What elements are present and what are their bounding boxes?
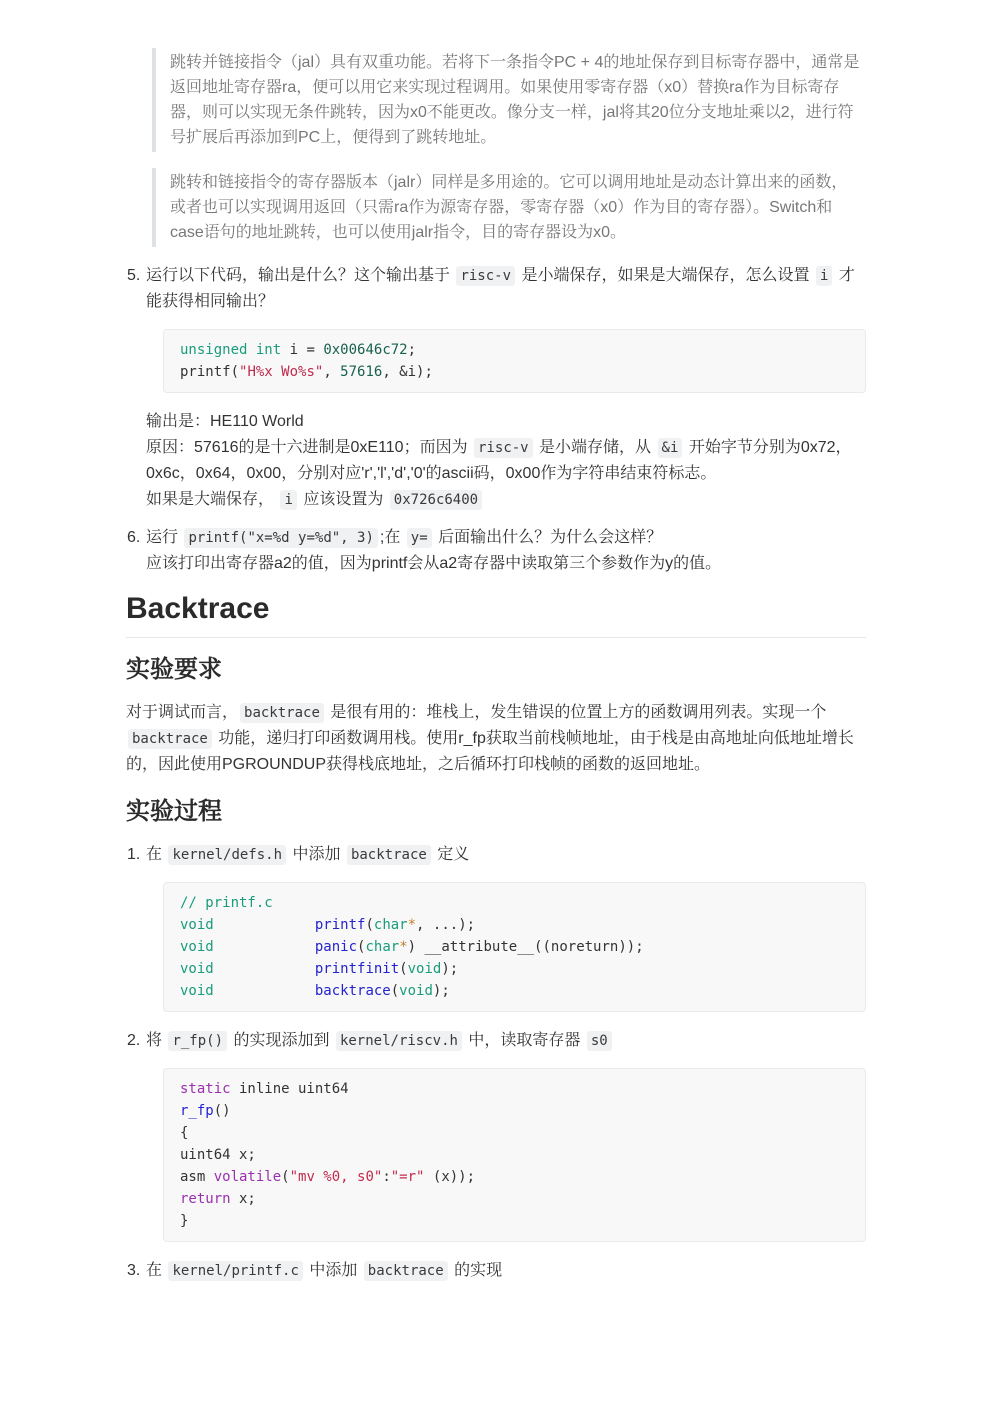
question-6-answer: 应该打印出寄存器a2的值，因为printf会从a2寄存器中读取第三个参数作为y的值。	[146, 555, 722, 572]
inline-code: kernel/printf.c	[168, 1261, 302, 1281]
answer-line: 0x6c，0x64，0x00，分别对应'r','l','d','0'的ascii码，0x00作为字符串结束符标志。	[146, 465, 717, 482]
code-line	[180, 1210, 849, 1232]
inline-code: backtrace	[240, 703, 324, 723]
code-line	[180, 1166, 849, 1188]
code-line	[180, 1144, 849, 1166]
inline-code: risc-v	[474, 438, 533, 458]
code-token: r_fp	[180, 1103, 214, 1119]
code-block-r-fp-function	[163, 1068, 866, 1242]
code-token: void	[399, 983, 433, 999]
blockquote-jalr-text: 跳转和链接指令的寄存器版本（jalr）同样是多用途的。它可以调用地址是动态计算出来的函数，或者也可以实现调用返回（只需ra作为源寄存器，零寄存器（x0）作为目的寄存器）。Switch和case语句的地址跳转，也可以使用jalr指令，目的寄存器设为x0。	[170, 174, 848, 241]
code-token: );	[432, 983, 450, 999]
document-content	[126, 48, 866, 1284]
code-token: {	[180, 1125, 189, 1141]
code-token: void	[180, 961, 214, 977]
code-token: x;	[230, 1191, 256, 1207]
inline-code: r_fp()	[168, 1031, 227, 1051]
code-token: (	[390, 983, 400, 999]
code-token: }	[180, 1213, 189, 1229]
inline-code: backtrace	[364, 1261, 448, 1281]
step-item-3	[126, 1258, 866, 1284]
step-item-2	[126, 1028, 866, 1242]
question-5-answer	[146, 409, 866, 513]
code-token	[214, 961, 315, 977]
code-line	[180, 361, 849, 383]
inline-code: kernel/defs.h	[168, 845, 286, 865]
code-token: "=r"	[390, 1169, 425, 1185]
code-line	[180, 892, 849, 914]
question-6-text: 运行 printf("x=%d y=%d", 3) ;在 y= 后面输出什么？为什么会这样？	[146, 529, 663, 546]
list-number-5: 5.	[127, 267, 141, 284]
list-number-6: 6.	[127, 529, 141, 546]
code-token: (	[365, 917, 374, 933]
inline-code: printf("x=%d y=%d", 3)	[184, 528, 377, 548]
code-token: return	[180, 1191, 231, 1207]
code-line	[180, 1078, 849, 1100]
step-number-1: 1.	[127, 846, 141, 863]
code-token: uint64 x;	[180, 1147, 256, 1163]
code-token: (	[399, 961, 408, 977]
code-token: "mv %0, s0"	[289, 1169, 383, 1185]
question-list	[126, 263, 866, 577]
code-token: static	[180, 1081, 231, 1097]
step-2-text: 将 r_fp() 的实现添加到 kernel/riscv.h 中，读取寄存器 s0	[146, 1028, 866, 1054]
step-number-3: 3.	[127, 1262, 141, 1279]
section-requirements-heading: 实验要求	[126, 656, 222, 683]
code-token: void	[180, 917, 214, 933]
code-token: "H%x Wo%s"	[239, 364, 324, 380]
code-token: (	[281, 1169, 290, 1185]
section-process-heading: 实验过程	[126, 798, 222, 825]
question-5-text: 运行以下代码，输出是什么？这个输出基于 risc-v 是小端保存，如果是大端保存，怎么设置 i 才能获得相同输出？	[146, 267, 855, 310]
code-token: asm	[180, 1169, 214, 1185]
code-token: backtrace	[314, 983, 391, 999]
code-token: 57616	[340, 364, 383, 380]
step-3-text: 在 kernel/printf.c 中添加 backtrace 的实现	[146, 1262, 503, 1279]
code-token: );	[441, 961, 459, 977]
code-line	[180, 339, 849, 361]
code-line	[180, 1122, 849, 1144]
answer-line: 如果是大端保存， i 应该设置为 0x726c6400	[146, 487, 866, 513]
inline-code: &i	[658, 438, 683, 458]
code-token: (	[357, 939, 366, 955]
code-line	[180, 1188, 849, 1210]
code-line	[180, 936, 849, 958]
code-block-defs-declarations	[163, 882, 866, 1012]
blockquote-jalr	[152, 168, 866, 247]
inline-code: 0x726c6400	[390, 490, 482, 510]
inline-code: i	[816, 266, 832, 286]
inline-code: risc-v	[456, 266, 515, 286]
step-item-1	[126, 842, 866, 1012]
inline-code: backtrace	[347, 845, 431, 865]
answer-line: 输出是：HE110 World	[146, 413, 304, 430]
code-token: , &i);	[382, 364, 433, 380]
code-token: ) __attribute__((noreturn));	[407, 939, 644, 955]
code-token: :	[382, 1169, 391, 1185]
code-token	[214, 917, 315, 933]
code-token: printf(	[180, 364, 240, 380]
inline-code: backtrace	[128, 729, 212, 749]
code-token: void	[180, 983, 214, 999]
code-line	[180, 958, 849, 980]
step-1-text: 在 kernel/defs.h 中添加 backtrace 定义	[146, 846, 470, 863]
code-token: printfinit	[314, 961, 400, 977]
code-token: unsigned int	[180, 342, 282, 358]
code-token: void	[407, 961, 442, 977]
code-token: inline uint64	[230, 1081, 349, 1097]
code-token	[214, 983, 315, 999]
code-token: (x));	[424, 1169, 476, 1185]
page-title: Backtrace	[126, 591, 866, 638]
blockquote-jal	[152, 48, 866, 152]
blockquote-jal-text: 跳转并链接指令（jal）具有双重功能。若将下一条指令PC + 4的地址保存到目标寄存器中，通常是返回地址寄存器ra，便可以用它来实现过程调用。如果使用零寄存器（x0）替换ra作为目标寄存器，则可以实现无条件跳转，因为x0不能更改。像分支一样，jal将其20位分支地址乘以2，进行符号扩展后再添加到PC上，便得到了跳转地址。	[170, 54, 860, 146]
code-line	[180, 914, 849, 936]
code-token: void	[180, 939, 214, 955]
code-token: panic	[314, 939, 358, 955]
code-token	[214, 939, 315, 955]
code-token: // printf.c	[180, 895, 273, 911]
code-block-printf-example	[163, 329, 866, 393]
code-token: ;	[407, 342, 417, 358]
code-token: printf	[314, 917, 366, 933]
inline-code: i	[280, 490, 296, 510]
code-token: ,	[323, 364, 341, 380]
inline-code: s0	[587, 1031, 612, 1051]
steps-list	[126, 842, 866, 1284]
code-token: *	[399, 939, 408, 955]
requirements-paragraph: 对于调试而言， backtrace 是很有用的：堆栈上，发生错误的位置上方的函数调用列表。实现一个 backtrace 功能，递归打印函数调用栈。使用r_fp获取当前栈帧地址，由于栈是由高地址向低地址增长的，因此使用PGROUNDUP获得栈底地址，之后循环打印栈帧的函数的返回地址。	[126, 704, 854, 773]
question-item-5	[126, 263, 866, 513]
code-token: *	[407, 917, 417, 933]
code-token: char	[365, 939, 400, 955]
code-token: char	[373, 917, 408, 933]
code-line	[180, 980, 849, 1002]
inline-code: kernel/riscv.h	[336, 1031, 462, 1051]
code-token: ()	[213, 1103, 231, 1119]
code-line	[180, 1100, 849, 1122]
code-token: i =	[281, 342, 324, 358]
code-token: 0x00646c72	[323, 342, 408, 358]
step-number-2: 2.	[127, 1032, 141, 1049]
inline-code: y=	[407, 528, 432, 548]
code-token: , ...);	[416, 917, 476, 933]
question-item-6	[126, 525, 866, 577]
code-token: volatile	[213, 1169, 282, 1185]
answer-line: 原因：57616的是十六进制是0xE110；而因为 risc-v 是小端存储，从 &i 开始字节分别为0x72，	[146, 439, 852, 456]
